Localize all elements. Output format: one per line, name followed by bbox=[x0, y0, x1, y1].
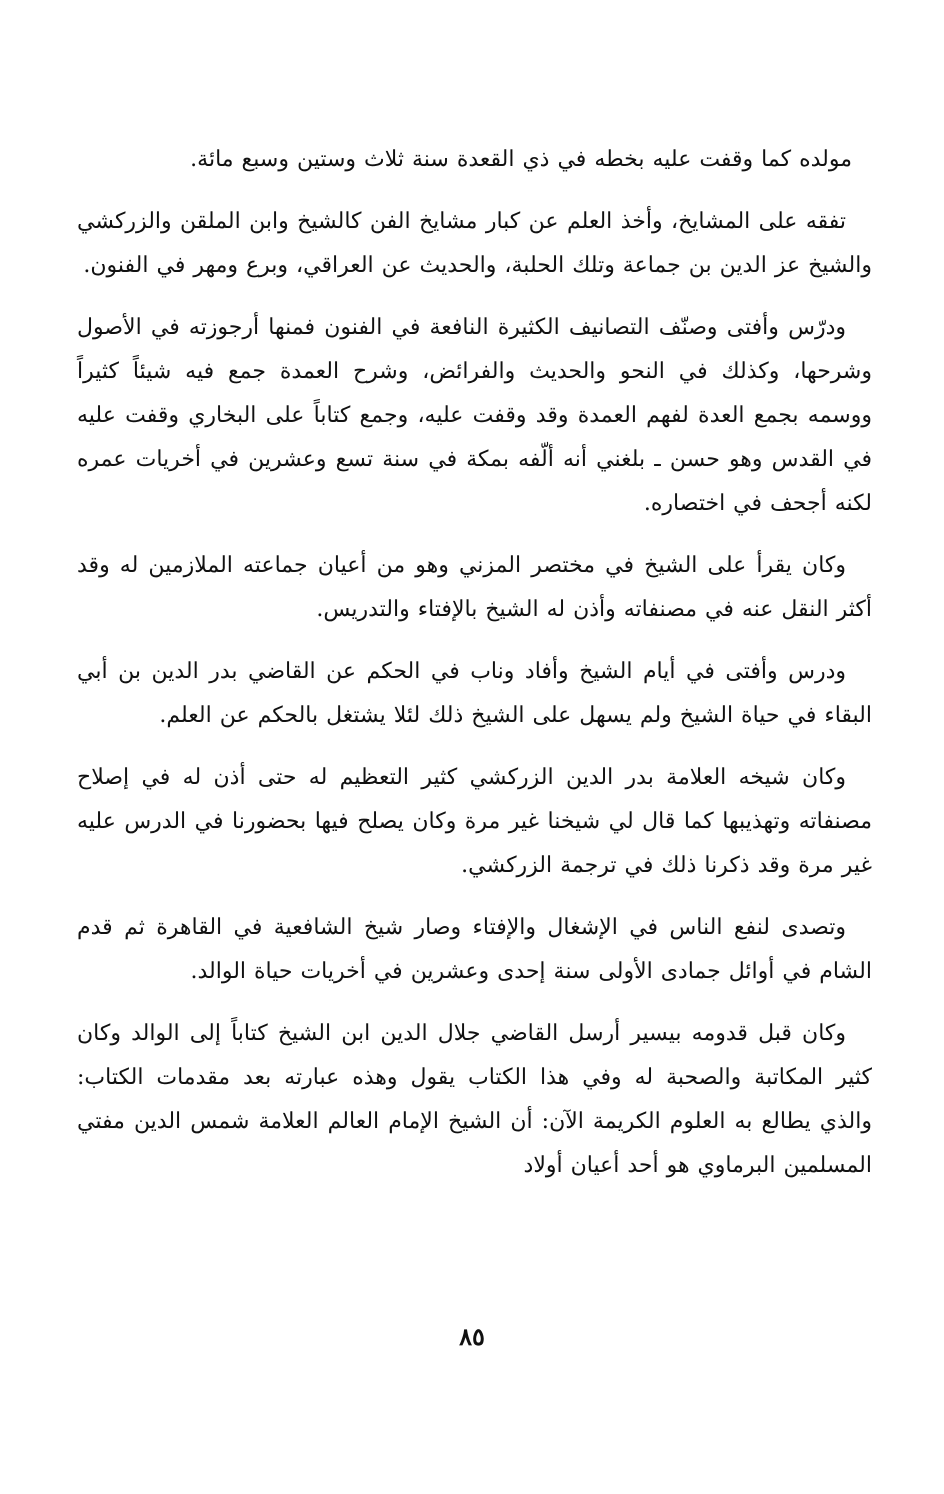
paragraph-zarkashi: وكان شيخه العلامة بدر الدين الزركشي كثير التعظيم له حتى أذن له في إصلاح مصنفاته وتهذيبها كما قال لي شيخنا غير مرة وكان يصلح فيها بحضورنا في الدرس عليه غير مرة وقد ذكرنا ذلك في ترجمة الزركشي. bbox=[77, 765, 872, 878]
body-text bbox=[77, 138, 872, 1206]
paragraph-teachers: تفقه على المشايخ، وأخذ العلم عن كبار مشايخ الفن كالشيخ وابن الملقن والزركشي والشيخ عز الدين بن جماعة وتلك الحلبة، والحديث عن العراقي، وبرع ومهر في الفنون. bbox=[77, 209, 872, 278]
paragraph-letter: وكان قبل قدومه بيسير أرسل القاضي جلال الدين ابن الشيخ كتاباً إلى الوالد وكان كثير المكاتبة والصحبة له وفي هذا الكتاب يقول وهذه عبارته بعد مقدمات الكتاب: والذي يطالع به العلوم الكريمة الآن: أن الشيخ الإمام العالم العلامة شمس الدين مفتي المسلمين البرماوي هو أحد أعيان أولاد bbox=[77, 1021, 872, 1178]
paragraph-study: وكان يقرأ على الشيخ في مختصر المزني وهو من أعيان جماعته الملازمين له وقد أكثر النقل عنه في مصنفاته وأذن له الشيخ بالإفتاء والتدريس. bbox=[77, 553, 872, 622]
paragraph-birth: مولده كما وقفت عليه بخطه في ذي القعدة سنة ثلاث وستين وسبع مائة. bbox=[190, 147, 852, 172]
paragraph-works: ودرّس وأفتى وصنّف التصانيف الكثيرة النافعة في الفنون فمنها أرجوزته في الأصول وشرحها، وكذلك في النحو والحديث والفرائض، وشرح العمدة جمع فيه شيئاً كثيراً ووسمه بجمع العدة لفهم العمدة وقد وقفت عليه، وجمع كتاباً على البخاري وقفت عليه في القدس وهو حسن ـ بلغني أنه ألّفه بمكة في سنة تسع وعشرين في أخريات عمره لكنه أجحف في اختصاره. bbox=[77, 315, 872, 516]
page-number: ٨٥ bbox=[459, 1322, 485, 1351]
paragraph-cairo: وتصدى لنفع الناس في الإشغال والإفتاء وصار شيخ الشافعية في القاهرة ثم قدم الشام في أوائل جمادى الأولى سنة إحدى وعشرين في أخريات حياة الوالد. bbox=[77, 915, 872, 984]
paragraph-teaching: ودرس وأفتى في أيام الشيخ وأفاد وناب في الحكم عن القاضي بدر الدين بن أبي البقاء في حياة الشيخ ولم يسهل على الشيخ ذلك لئلا يشتغل بالحكم عن العلم. bbox=[77, 659, 872, 728]
